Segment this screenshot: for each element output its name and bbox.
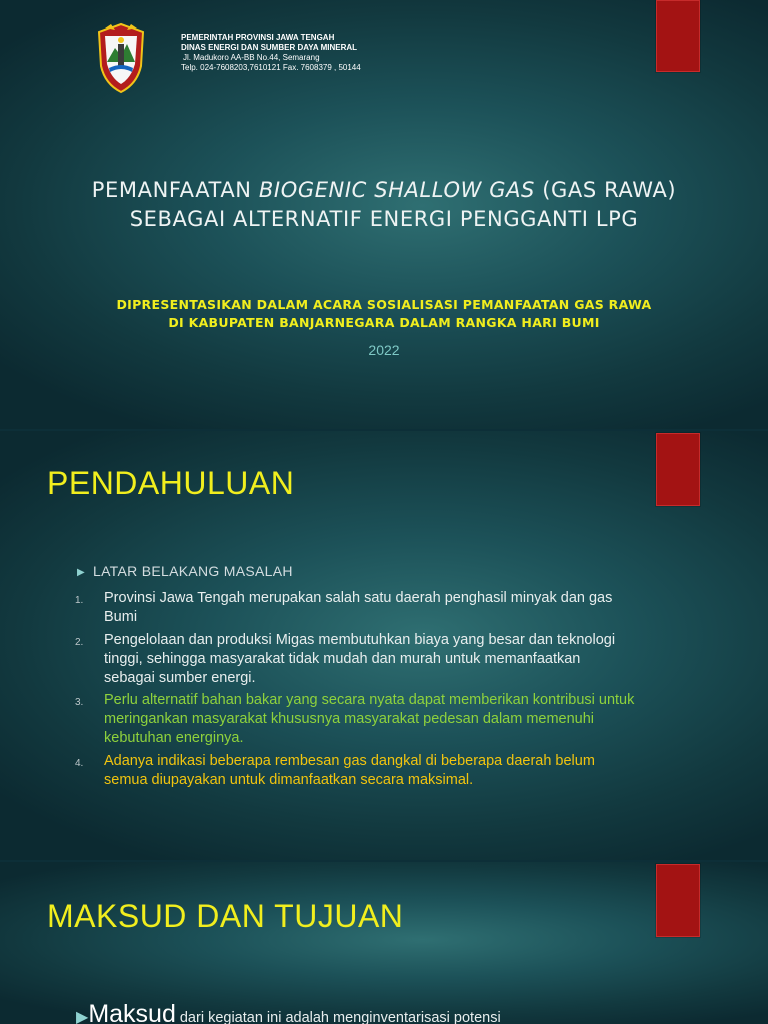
title-part1: PEMANFAATAN: [91, 178, 259, 202]
red-accent-tab: [656, 0, 700, 72]
list-item: [75, 589, 635, 627]
bullet-heading-text: LATAR BELAKANG MASALAH: [93, 563, 293, 579]
header-line1: PEMERINTAH PROVINSI JAWA TENGAH: [181, 33, 335, 42]
presentation-title: [0, 176, 768, 234]
list-text: Provinsi Jawa Tengah merupakan salah satu daerah penghasil minyak dan gas Bumi: [104, 590, 613, 625]
maksud-label: Maksud: [88, 1000, 176, 1024]
section-heading: MAKSUD DAN TUJUAN: [47, 898, 404, 934]
list-number: 2.: [75, 637, 84, 648]
list-item: [75, 691, 635, 748]
header-phone: Telp. 024-7608203,7610121 Fax. 7608379 , 50144: [181, 63, 361, 72]
jawa-tengah-emblem-icon: [97, 22, 145, 94]
slide-title: [0, 0, 768, 429]
list-text: Pengelolaan dan produksi Migas membutuhkan biaya yang besar dan teknologi tinggi, sehingga masyarakat tidak mudah dan murah untuk memanfaatkan sebagai sumber energi.: [104, 632, 616, 686]
header-line2: DINAS ENERGI DAN SUMBER DAYA MINERAL: [181, 43, 358, 52]
slide-pendahuluan: [0, 431, 768, 860]
triangle-bullet-icon: ▶: [77, 567, 85, 578]
list-item: [75, 631, 635, 688]
bullet-heading: [77, 563, 293, 579]
subtitle-line1: DIPRESENTASIKAN DALAM ACARA SOSIALISASI PEMANFAATAN GAS RAWA: [116, 297, 652, 312]
list-text: Adanya indikasi beberapa rembesan gas dangkal di beberapa daerah belum semua diupayakan untuk dimanfaatkan secara maksimal.: [104, 753, 595, 788]
list-text: Perlu alternatif bahan bakar yang secara nyata dapat memberikan kontribusi untuk meringankan masyarakat khususnya masyarakat pedesan dalam memenuhi kebutuhan energinya.: [104, 692, 635, 746]
maksud-text: dari kegiatan ini adalah menginventarisasi potensi: [179, 1010, 501, 1024]
agency-header: [181, 33, 361, 73]
red-accent-tab: [656, 864, 700, 937]
title-line2: SEBAGAI ALTERNATIF ENERGI PENGGANTI LPG: [129, 207, 639, 231]
triangle-bullet-icon: ▶: [76, 1009, 89, 1024]
title-italic: BIOGENIC SHALLOW GAS: [258, 178, 535, 202]
list-number: 3.: [75, 697, 84, 708]
header-address: Jl. Madukoro AA-BB No.44, Semarang: [183, 53, 320, 62]
title-part3: (GAS RAWA): [534, 178, 677, 202]
list-number: 1.: [75, 595, 84, 606]
presentation-year: 2022: [368, 342, 400, 358]
list-item: [75, 752, 635, 790]
section-heading: PENDAHULUAN: [47, 465, 295, 501]
maksud-line: [76, 1000, 501, 1024]
list-number: 4.: [75, 758, 84, 769]
slide-maksud-tujuan: [0, 862, 768, 1024]
red-accent-tab: [656, 433, 700, 506]
presentation-subtitle: [0, 296, 768, 332]
subtitle-line2: DI KABUPATEN BANJARNEGARA DALAM RANGKA HARI BUMI: [168, 315, 600, 330]
